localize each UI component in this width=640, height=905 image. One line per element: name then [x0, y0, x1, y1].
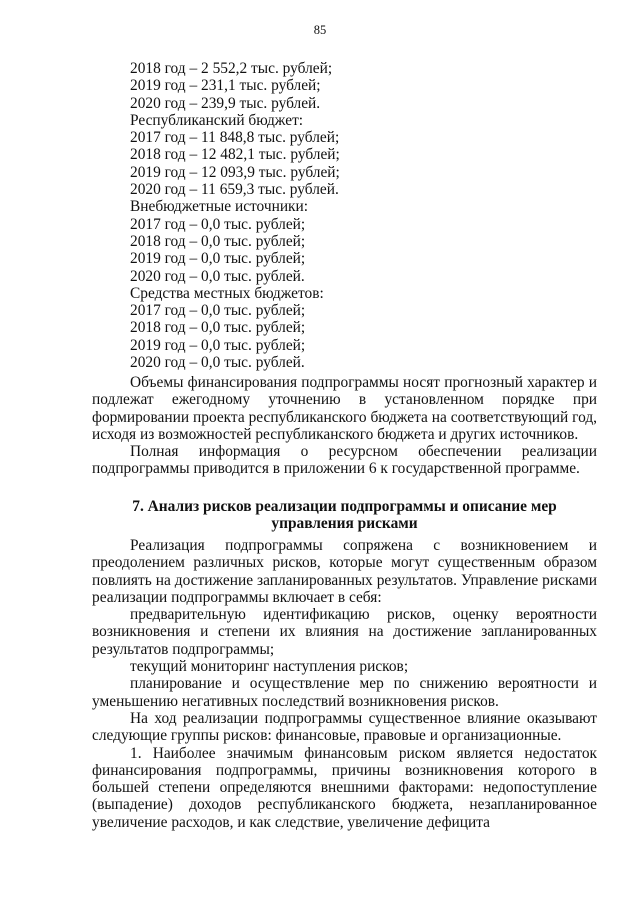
funding-subheading: Республиканский бюджет: — [130, 111, 304, 129]
funding-line: 2019 год – 0,0 тыс. рублей; — [130, 336, 306, 354]
financing-notes — [92, 374, 597, 478]
funding-line: 2019 год – 12 093,9 тыс. рублей; — [130, 163, 340, 181]
section-heading: 7. Анализ рисков реализации подпрограммы и описание мер управления рисками — [132, 498, 557, 532]
paragraph: текущий мониторинг наступления рисков; — [130, 658, 409, 676]
funding-subheading: Внебюджетные источники: — [130, 198, 309, 216]
paragraph: Объемы финансирования подпрограммы носят прогнозный характер и подлежат ежегодному уточнению в установленном порядке при формировании проекта республиканского бюджета на соответствующий год, исходя из возможностей республиканского бюджета и других источников. — [92, 374, 597, 443]
funding-line: 2018 год – 0,0 тыс. рублей; — [130, 232, 306, 250]
funding-line: 2019 год – 0,0 тыс. рублей; — [130, 250, 306, 268]
funding-line: 2019 год – 231,1 тыс. рублей; — [130, 77, 321, 95]
funding-line: 2017 год – 0,0 тыс. рублей; — [130, 302, 306, 320]
funding-line: 2017 год – 11 848,8 тыс. рублей; — [130, 129, 340, 147]
funding-line: 2020 год – 0,0 тыс. рублей. — [130, 354, 305, 372]
paragraph: Реализация подпрограммы сопряжена с возникновением и преодолением различных рисков, которые могут существенным образом повлиять на достижение запланированных результатов. Управление рисками реализации подпрограммы включает в себя: — [92, 537, 597, 606]
funding-line: 2018 год – 2 552,2 тыс. рублей; — [130, 60, 333, 77]
funding-line: 2020 год – 11 659,3 тыс. рублей. — [130, 181, 339, 199]
paragraph: Полная информация о ресурсном обеспечении реализации подпрограммы приводится в приложении 6 к государственной программе. — [92, 443, 597, 478]
funding-line: 2020 год – 239,9 тыс. рублей. — [130, 94, 321, 112]
risk-analysis-text — [92, 537, 597, 831]
paragraph: планирование и осуществление мер по снижению вероятности и уменьшению негативных последствий возникновения рисков. — [92, 675, 597, 710]
page-number: 85 — [313, 23, 327, 37]
paragraph: На ход реализации подпрограммы существенное влияние оказывают следующие группы рисков: финансовые, правовые и организационные. — [92, 709, 597, 745]
funding-line: 2018 год – 12 482,1 тыс. рублей; — [130, 146, 340, 164]
paragraph: 1. Наиболее значимым финансовым риском является недостаток финансирования подпрограммы, причины возникновения которого в большей степени определяются внешними факторами: недопоступление (выпадение) доходов республиканского бюджета, незапланированное увеличение расходов, и как следствие, увеличение дефицита — [92, 744, 597, 831]
funding-line: 2020 год – 0,0 тыс. рублей. — [130, 267, 305, 285]
paragraph: предварительную идентификацию рисков, оценку вероятности возникновения и степени их влияния на достижение запланированных результатов подпрограммы; — [92, 606, 597, 658]
funding-subheading: Средства местных бюджетов: — [130, 284, 324, 302]
funding-line: 2017 год – 0,0 тыс. рублей; — [130, 215, 306, 233]
funding-list — [92, 60, 597, 371]
funding-line: 2018 год – 0,0 тыс. рублей; — [130, 319, 306, 337]
